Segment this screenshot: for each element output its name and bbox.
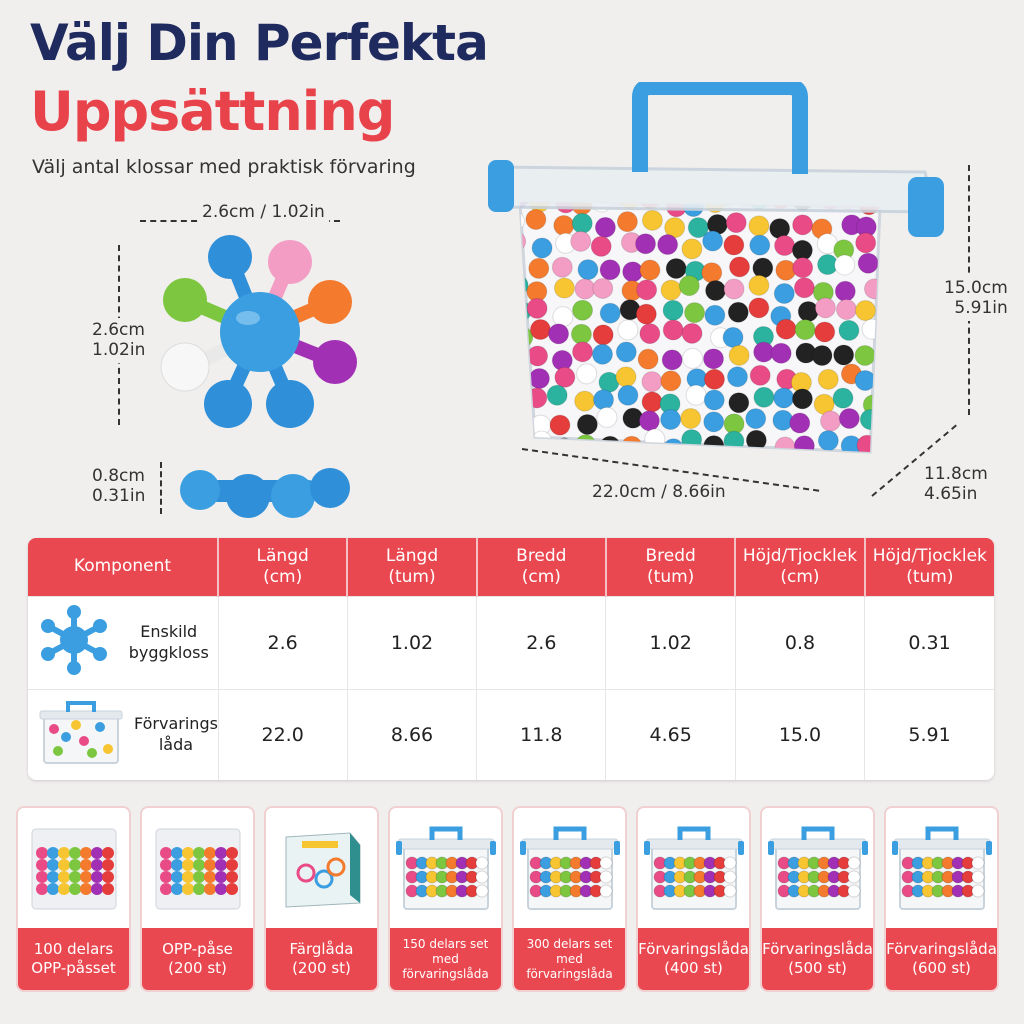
box-height-label: 15.0cm 5.91in bbox=[940, 276, 1012, 321]
package-option-label: Förvaringslåda (600 st) bbox=[886, 928, 997, 990]
component-cell bbox=[28, 596, 218, 689]
table-cell: 11.8 bbox=[477, 689, 606, 780]
table-header-cell: Höjd/Tjocklek (cm) bbox=[735, 538, 864, 596]
table-header-cell: Längd (cm) bbox=[218, 538, 347, 596]
piece-width-label: 2.6cm / 1.02in bbox=[198, 202, 329, 222]
page-title-highlight: Uppsättning bbox=[30, 80, 395, 143]
storage-box-image bbox=[480, 82, 960, 472]
table-cell: 1.02 bbox=[606, 596, 735, 689]
block-icon bbox=[38, 604, 110, 681]
bag-icon bbox=[18, 808, 129, 928]
table-cell: 15.0 bbox=[735, 689, 864, 780]
piece-thick-label: 0.8cm 0.31in bbox=[92, 466, 146, 507]
bag-icon bbox=[142, 808, 253, 928]
package-option-card[interactable] bbox=[264, 806, 379, 992]
table-cell: 1.02 bbox=[347, 596, 476, 689]
dimension-table bbox=[28, 538, 994, 780]
component-label: Förvarings låda bbox=[134, 714, 218, 754]
piece-height-label: 2.6cm 1.02in bbox=[92, 318, 145, 363]
table-header-cell: Höjd/Tjocklek (tum) bbox=[865, 538, 994, 596]
storage-box-icon bbox=[390, 808, 501, 928]
package-option-label: OPP-påse (200 st) bbox=[142, 928, 253, 990]
storage-box-icon bbox=[638, 808, 749, 928]
package-option-label: Förvaringslåda (400 st) bbox=[638, 928, 749, 990]
blocks-fill bbox=[503, 188, 884, 459]
storage-box-icon bbox=[514, 808, 625, 928]
piece-thick-line bbox=[160, 462, 162, 514]
package-option-label: Förvaringslåda (500 st) bbox=[762, 928, 873, 990]
table-row bbox=[28, 596, 994, 689]
package-options bbox=[16, 806, 1008, 992]
table-cell: 2.6 bbox=[218, 596, 347, 689]
table-header-cell: Bredd (cm) bbox=[477, 538, 606, 596]
page-title: Välj Din Perfekta bbox=[30, 14, 488, 72]
table-cell: 22.0 bbox=[218, 689, 347, 780]
table-header-cell: Bredd (tum) bbox=[606, 538, 735, 596]
package-option-card[interactable] bbox=[388, 806, 503, 992]
box-depth-label: 11.8cm 4.65in bbox=[920, 462, 992, 507]
component-label: Enskild byggkloss bbox=[128, 621, 209, 662]
table-cell: 0.8 bbox=[735, 596, 864, 689]
table-cell: 8.66 bbox=[347, 689, 476, 780]
page-subtitle: Välj antal klossar med praktisk förvaring bbox=[32, 156, 416, 178]
table-header-cell: Längd (tum) bbox=[347, 538, 476, 596]
building-block-side-image bbox=[178, 462, 353, 522]
package-option-label: 150 delars set med förvaringslåda bbox=[390, 928, 501, 990]
package-option-label: 100 delars OPP-påsset bbox=[18, 928, 129, 990]
package-option-label: 300 delars set med förvaringslåda bbox=[514, 928, 625, 990]
table-cell: 0.31 bbox=[865, 596, 994, 689]
building-block-image bbox=[150, 232, 370, 432]
box-icon bbox=[38, 697, 124, 772]
package-option-card[interactable] bbox=[884, 806, 999, 992]
package-option-card[interactable] bbox=[512, 806, 627, 992]
box-length-label: 22.0cm / 8.66in bbox=[588, 482, 730, 502]
package-option-label: Färglåda (200 st) bbox=[266, 928, 377, 990]
package-option-card[interactable] bbox=[760, 806, 875, 992]
table-header-cell: Komponent bbox=[28, 538, 218, 596]
component-cell bbox=[28, 689, 218, 780]
package-option-card[interactable] bbox=[140, 806, 255, 992]
table-cell: 5.91 bbox=[865, 689, 994, 780]
table-row bbox=[28, 689, 994, 780]
table-cell: 2.6 bbox=[477, 596, 606, 689]
gift-box-icon bbox=[266, 808, 377, 928]
table-cell: 4.65 bbox=[606, 689, 735, 780]
storage-box-icon bbox=[762, 808, 873, 928]
storage-box-icon bbox=[886, 808, 997, 928]
package-option-card[interactable] bbox=[16, 806, 131, 992]
package-option-card[interactable] bbox=[636, 806, 751, 992]
